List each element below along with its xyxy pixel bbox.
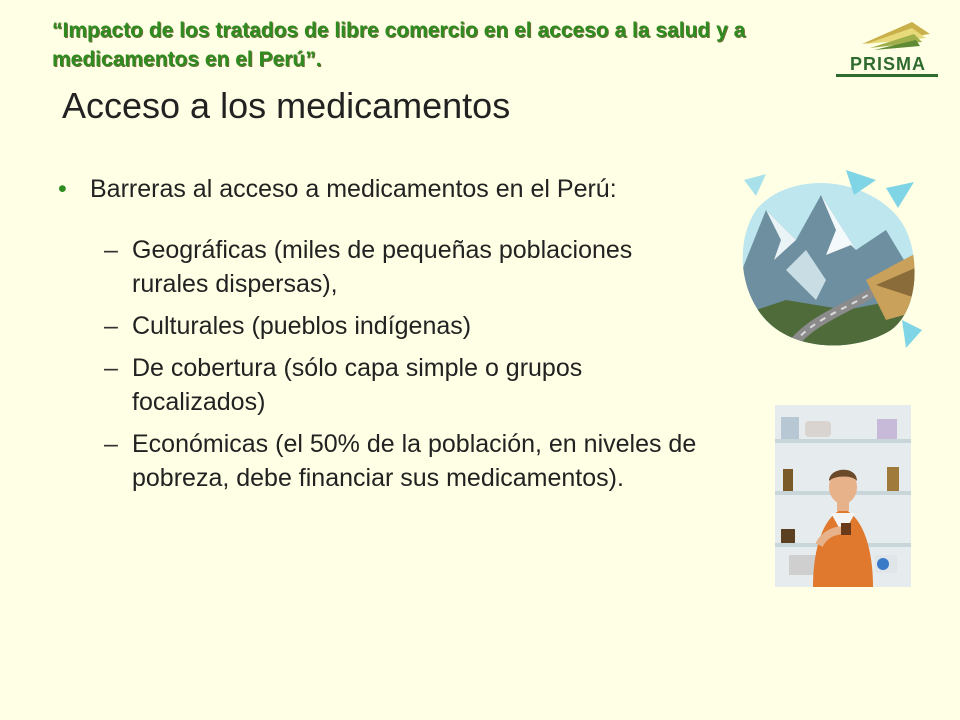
bullet-item <box>58 172 698 206</box>
bullet-text: Barreras al acceso a medicamentos en el Perú: <box>90 175 617 203</box>
sub-bullet-item <box>58 351 698 419</box>
slide-title: Acceso a los medicamentos <box>62 85 511 126</box>
mountain-road-illustration <box>726 170 922 354</box>
dash-symbol: – <box>104 236 118 264</box>
pharmacy-photo <box>775 405 911 587</box>
sub-bullet-text: Económicas (el 50% de la población, en niveles de pobreza, debe financiar sus medicamentos). <box>132 430 697 492</box>
presentation-subtitle: “Impacto de los tratados de libre comercio en el acceso a la salud y a medicamentos en el Perú”. <box>52 19 746 71</box>
dash-symbol: – <box>104 430 118 458</box>
sub-bullet-text: Culturales (pueblos indígenas) <box>132 312 472 340</box>
sub-bullet-item <box>58 309 698 343</box>
sub-bullet-item <box>58 233 698 301</box>
sub-bullet-text: De cobertura (sólo capa simple o grupos focalizados) <box>132 354 583 416</box>
sub-bullet-item <box>58 427 698 495</box>
dash-symbol: – <box>104 312 118 340</box>
man-reading-medicine-label-photo <box>775 405 911 587</box>
dash-symbol: – <box>104 354 118 382</box>
bullet-symbol: • <box>58 175 67 203</box>
prisma-logo <box>832 18 942 80</box>
logo-text: PRISMA <box>849 54 926 74</box>
sub-bullet-text: Geográficas (miles de pequeñas poblaciones rurales dispersas), <box>132 236 633 298</box>
slide-body <box>58 172 698 503</box>
mountain-road-image <box>726 170 922 354</box>
